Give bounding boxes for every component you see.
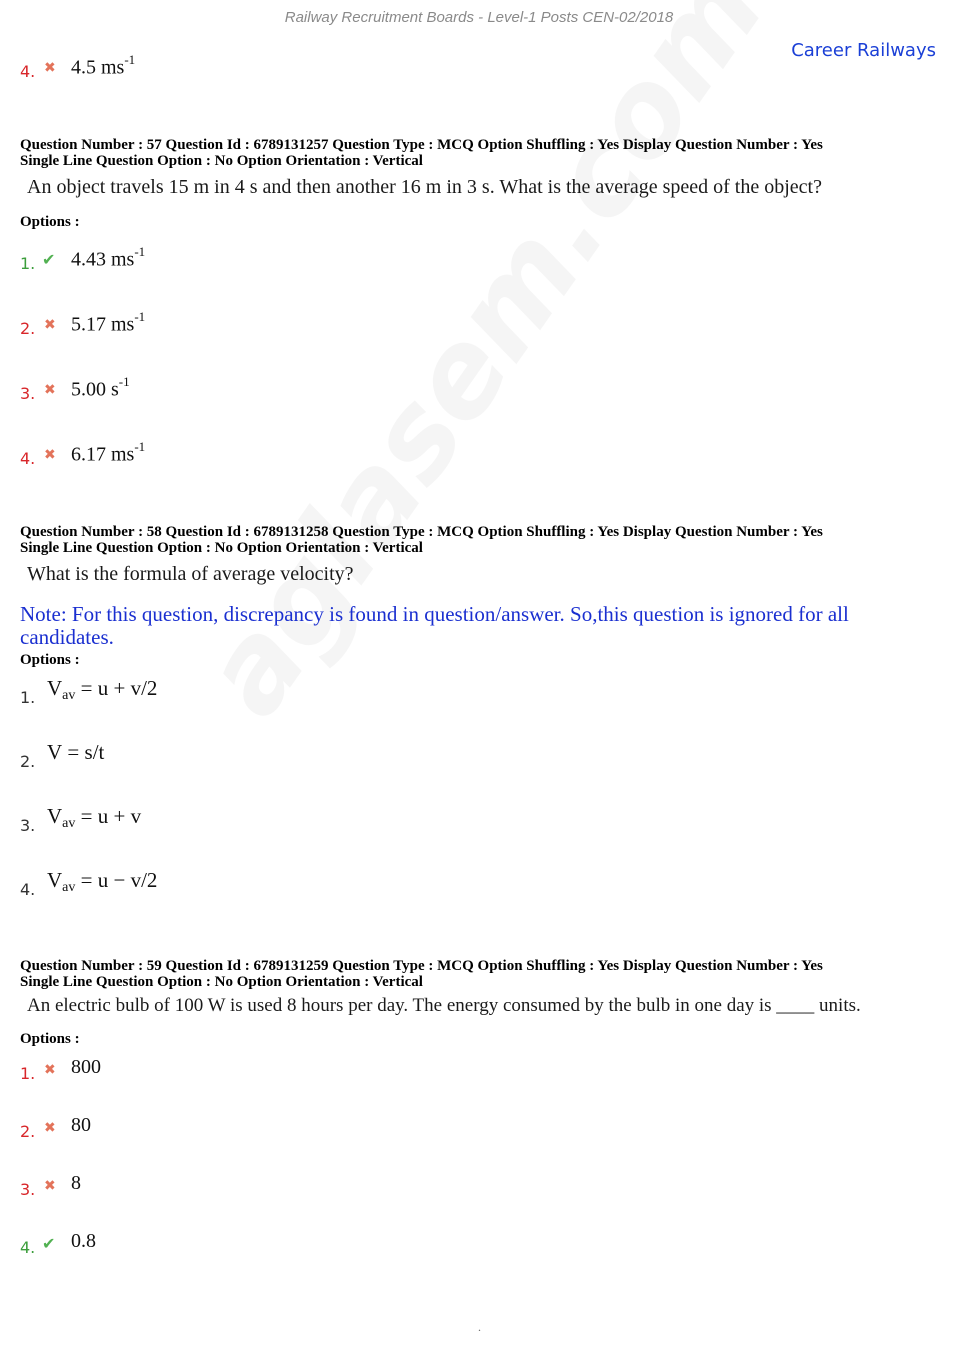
option-number: 2. [20, 1122, 36, 1141]
option-text: 4.43 $ms^{-1}$ [71, 244, 146, 271]
option-text: 8 [71, 1172, 81, 1194]
option-formula: V = s/t [47, 740, 105, 764]
page-header-title: Railway Recruitment Boards - Level-1 Posts CEN-02/2018 [284, 9, 674, 26]
options-label: Options : [20, 214, 80, 230]
check-icon: ✔ [42, 1234, 56, 1253]
options-label: Options : [20, 1031, 80, 1047]
cross-icon: ✖ [44, 317, 56, 333]
option-number: 1. [20, 688, 36, 707]
options-label: Options : [20, 652, 80, 668]
cross-icon: ✖ [44, 60, 56, 76]
option-number: 4. [20, 62, 36, 81]
option-text: 6.17 $ms^{-1}$ [71, 439, 146, 466]
option-text: 80 [71, 1114, 91, 1136]
cross-icon: ✖ [44, 382, 56, 398]
option-number: 2. [20, 752, 36, 771]
question-58-meta: Question Number : 58 Question Id : 6789131258 Question Type : MCQ Option Shuffling : Yes Display Question Number : Yes Single Line Question Option : No Option Orientation : Vertical [20, 524, 823, 556]
cross-icon: ✖ [44, 447, 56, 463]
cross-icon: ✖ [44, 1178, 56, 1194]
footer-dot: . [478, 1320, 481, 1334]
question-57-meta: Question Number : 57 Question Id : 6789131257 Question Type : MCQ Option Shuffling : Yes Display Question Number : Yes Single Line Question Option : No Option Orientation : Vertical [20, 137, 823, 169]
option-number: 1. [20, 1064, 36, 1083]
option-formula: $V_{av} = u - v/2$ [47, 868, 158, 895]
option-number: 3. [20, 816, 36, 835]
check-icon: ✔ [42, 250, 56, 269]
question-59-text: An electric bulb of 100 W is used 8 hours per day. The energy consumed by the bulb in one day is ____ units. [27, 995, 861, 1016]
option-number: 1. [20, 254, 36, 273]
cross-icon: ✖ [44, 1062, 56, 1078]
option-number: 3. [20, 1180, 36, 1199]
option-number: 2. [20, 319, 36, 338]
option-formula: $V_{av} = u + v/2$ [47, 676, 158, 703]
option-number: 4. [20, 880, 36, 899]
option-number: 4. [20, 1238, 36, 1257]
option-number: 3. [20, 384, 36, 403]
option-text: 800 [71, 1056, 101, 1078]
question-58-note: Note: For this question, discrepancy is found in question/answer. So,this question is ignored for all candidates. [20, 602, 849, 649]
option-text: 0.8 [71, 1230, 96, 1252]
question-59-meta: Question Number : 59 Question Id : 6789131259 Question Type : MCQ Option Shuffling : Yes Display Question Number : Yes Single Line Question Option : No Option Orientation : Vertical [20, 958, 823, 990]
question-57-text: An object travels 15 m in 4 s and then another 16 m in 3 s. What is the average speed of the object? [27, 176, 822, 198]
question-58-text: What is the formula of average velocity? [27, 563, 354, 585]
option-text: 4.5 $ms^{-1}$ [71, 52, 136, 79]
option-text: 5.00 $s^{-1}$ [71, 374, 130, 401]
brand-label: Career Railways [791, 40, 936, 61]
cross-icon: ✖ [44, 1120, 56, 1136]
option-number: 4. [20, 449, 36, 468]
option-formula: $V_{av} = u + v$ [47, 804, 142, 831]
option-text: 5.17 $ms^{-1}$ [71, 309, 146, 336]
